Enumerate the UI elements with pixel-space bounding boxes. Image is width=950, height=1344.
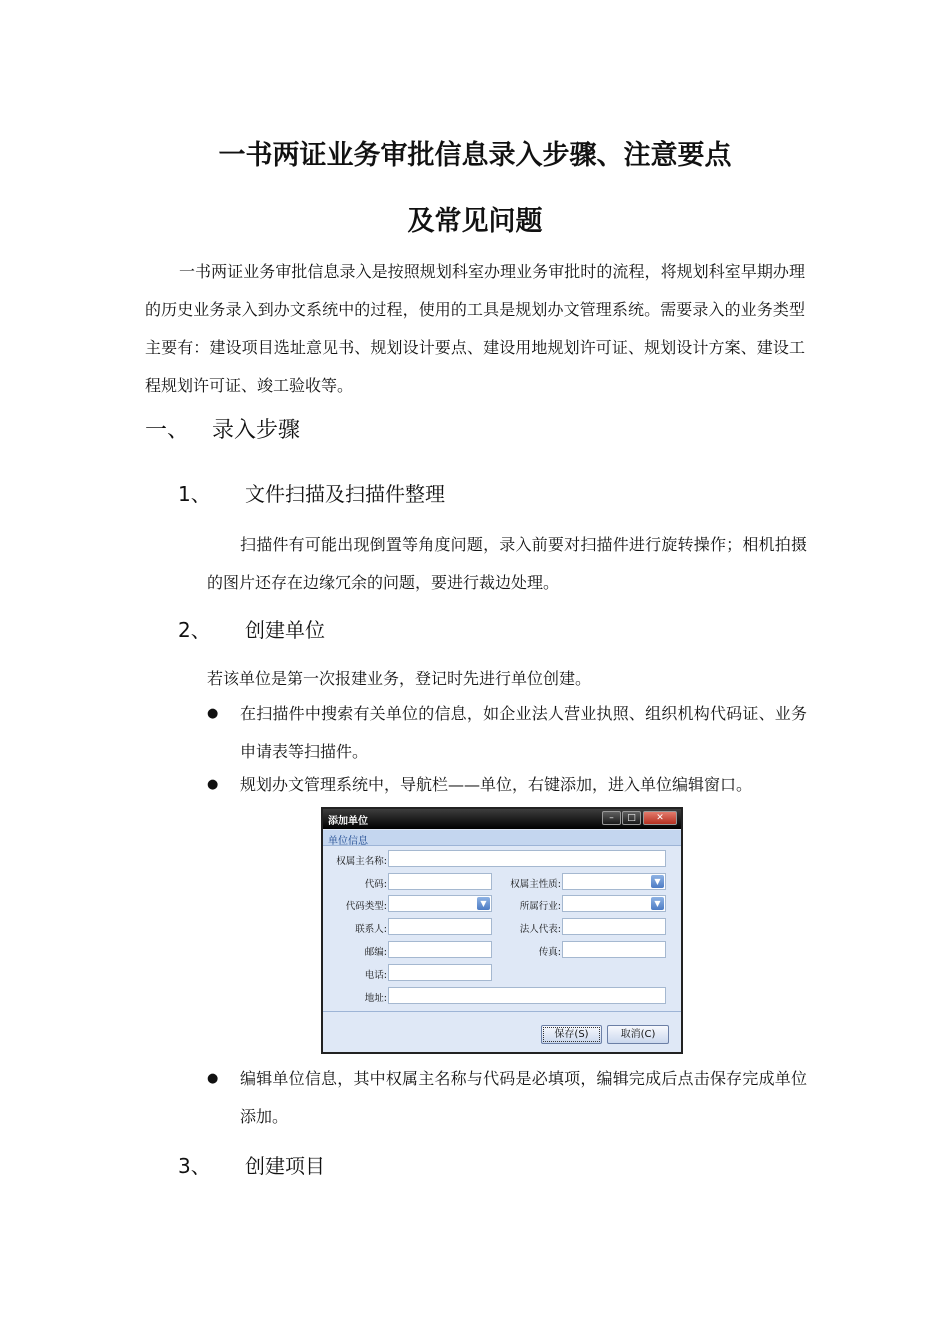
industry-select[interactable] xyxy=(562,895,666,912)
dialog-footer xyxy=(323,1011,681,1052)
step-heading-3 xyxy=(178,1150,325,1179)
contact-label: 联系人: xyxy=(355,924,387,935)
step-label: 创建项目 xyxy=(245,1154,325,1178)
close-icon[interactable]: ✕ xyxy=(643,811,677,825)
section-header xyxy=(323,830,681,846)
list-item xyxy=(207,1060,807,1136)
chevron-down-icon: ▼ xyxy=(651,897,664,910)
postcode-field[interactable] xyxy=(388,941,492,958)
postcode-label: 邮编: xyxy=(364,947,387,958)
legal-rep-field[interactable] xyxy=(562,918,666,935)
code-field[interactable] xyxy=(388,873,492,890)
dialog-titlebar xyxy=(323,809,681,829)
fax-label: 传真: xyxy=(538,947,561,958)
owner-name-label: 权属主名称: xyxy=(336,856,387,867)
document-title-line2: 及常见问题 xyxy=(407,206,543,237)
intro-paragraph: 一书两证业务审批信息录入是按照规划科室办理业务审批时的流程，将规划科室早期办理的历史业务录入到办文系统中的过程，使用的工具是规划办文管理系统。需要录入的业务类型主要有：建设项目选址意见书、规划设计要点、建设用地规划许可证、规划设计方案、建设工程规划许可证、竣工验收等。 xyxy=(145,262,805,395)
bullet-icon: ● xyxy=(207,777,219,792)
list-item-text: 在扫描件中搜索有关单位的信息，如企业法人营业执照、组织机构代码证、业务申请表等扫描件。 xyxy=(240,704,807,761)
list-item xyxy=(207,766,807,804)
step-label: 创建单位 xyxy=(245,618,325,642)
contact-field[interactable] xyxy=(388,918,492,935)
document-title-line1: 一书两证业务审批信息录入步骤、注意要点 xyxy=(218,140,732,171)
legal-rep-label: 法人代表: xyxy=(519,924,561,935)
code-type-label: 代码类型: xyxy=(345,901,387,912)
industry-label: 所属行业: xyxy=(519,901,561,912)
bullet-icon: ● xyxy=(207,1071,219,1086)
unit-intro-text: 若该单位是第一次报建业务，登记时先进行单位创建。 xyxy=(207,669,592,688)
fax-field[interactable] xyxy=(562,941,666,958)
list-item-text: 编辑单位信息，其中权属主名称与代码是必填项，编辑完成后点击保存完成单位添加。 xyxy=(240,1069,807,1126)
section-heading-1 xyxy=(145,413,300,444)
address-field[interactable] xyxy=(388,987,666,1004)
chevron-down-icon: ▼ xyxy=(477,897,490,910)
maximize-icon[interactable]: □ xyxy=(622,811,641,825)
step-heading-1 xyxy=(178,478,445,507)
step-heading-2 xyxy=(178,614,325,643)
scan-paragraph: 扫描件有可能出现倒置等角度问题，录入前要对扫描件进行旋转操作；相机拍摄的图片还存在边缘冗余的问题，要进行裁边处理。 xyxy=(207,535,807,592)
list-item xyxy=(207,695,807,771)
code-type-select[interactable] xyxy=(388,895,492,912)
step-number: 3、 xyxy=(178,1154,211,1178)
code-label: 代码: xyxy=(364,879,387,890)
section-label: 录入步骤 xyxy=(212,418,301,443)
bullet-icon: ● xyxy=(207,706,219,721)
section-number: 一、 xyxy=(145,418,190,443)
dialog-title: 添加单位 xyxy=(328,816,368,827)
section-header-label: 单位信息 xyxy=(328,836,368,847)
add-unit-dialog xyxy=(321,807,683,1054)
save-button[interactable]: 保存(S) xyxy=(541,1025,602,1044)
minimize-icon[interactable]: – xyxy=(602,811,621,825)
chevron-down-icon: ▼ xyxy=(651,875,664,888)
cancel-button[interactable]: 取消(C) xyxy=(607,1025,669,1044)
phone-field[interactable] xyxy=(388,964,492,981)
address-label: 地址: xyxy=(364,993,387,1004)
owner-nature-select[interactable] xyxy=(562,873,666,890)
owner-name-field[interactable] xyxy=(388,850,666,867)
owner-nature-label: 权属主性质: xyxy=(510,879,561,890)
step-label: 文件扫描及扫描件整理 xyxy=(245,482,445,506)
list-item-text: 规划办文管理系统中，导航栏——单位，右键添加，进入单位编辑窗口。 xyxy=(240,775,753,794)
phone-label: 电话: xyxy=(364,970,387,981)
step-number: 1、 xyxy=(178,482,211,506)
step-number: 2、 xyxy=(178,618,211,642)
